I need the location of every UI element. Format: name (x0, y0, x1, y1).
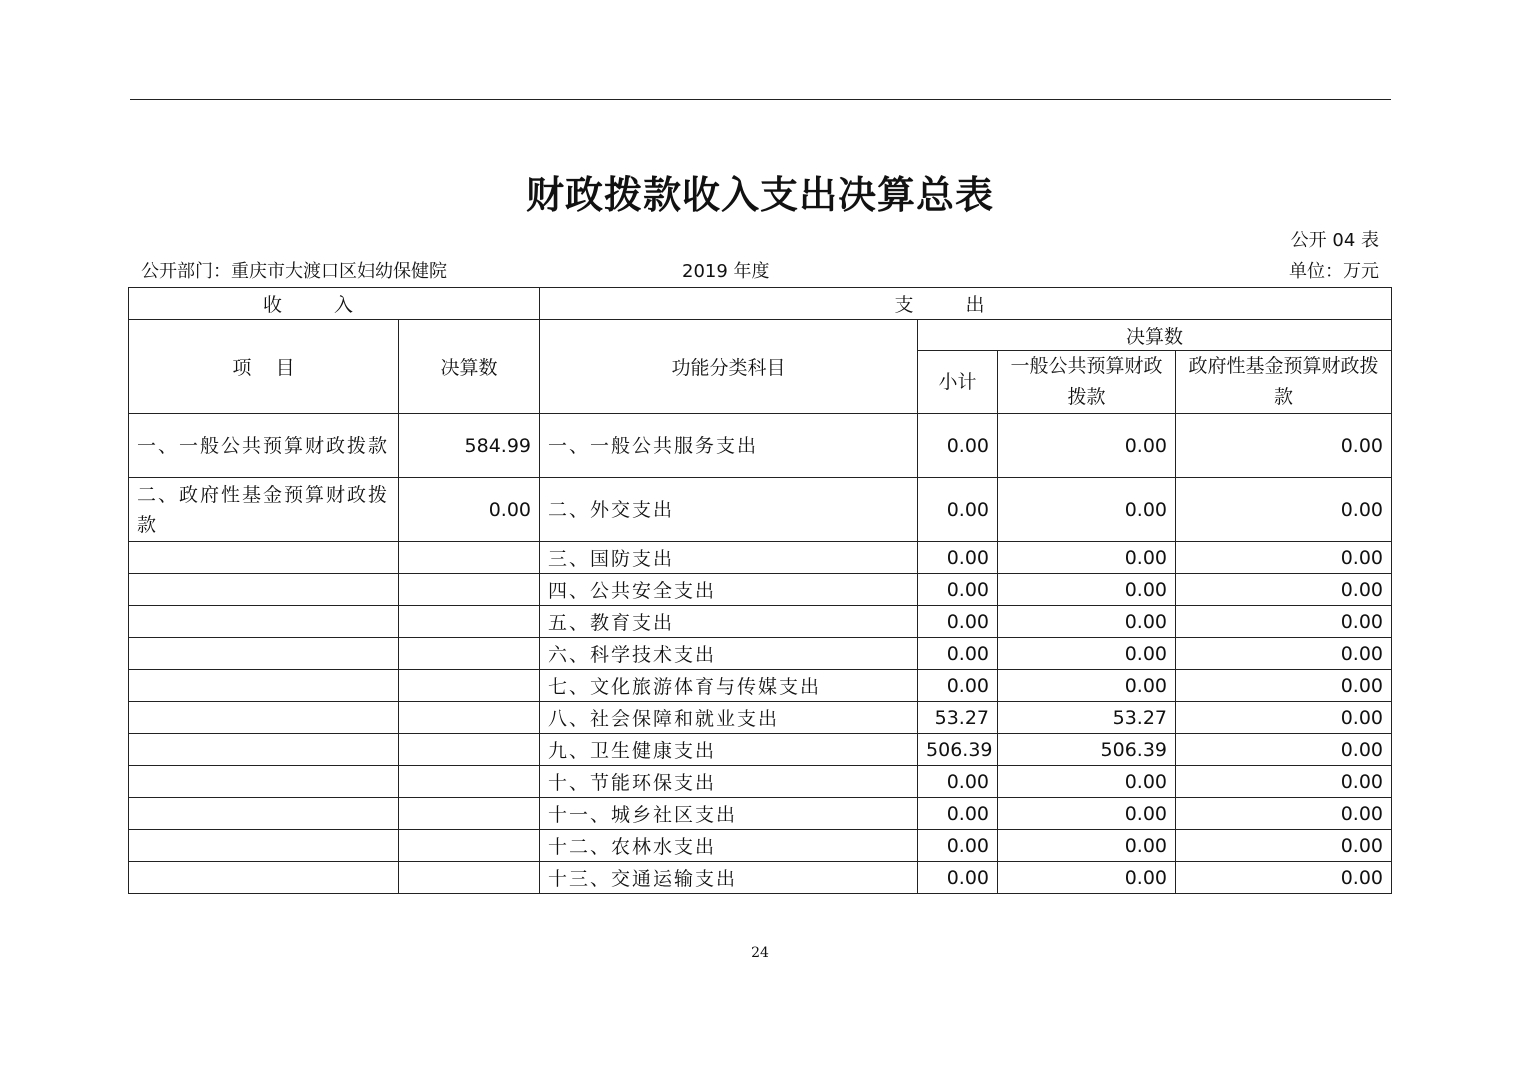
fund-budget-cell: 0.00 (1176, 734, 1392, 766)
function-item-cell: 二、外交支出 (540, 478, 918, 542)
fund-budget-cell: 0.00 (1176, 638, 1392, 670)
function-item-cell: 十三、交通运输支出 (540, 862, 918, 894)
fund-budget-cell: 0.00 (1176, 798, 1392, 830)
fund-budget-cell: 0.00 (1176, 414, 1392, 478)
col-header-amount: 决算数 (399, 320, 540, 414)
table-row (129, 478, 1392, 542)
subtotal-cell: 0.00 (918, 638, 998, 670)
fund-budget-cell: 0.00 (1176, 766, 1392, 798)
income-amount-cell (399, 798, 540, 830)
subtotal-cell: 53.27 (918, 702, 998, 734)
subtotal-cell: 0.00 (918, 574, 998, 606)
subtotal-cell: 0.00 (918, 606, 998, 638)
form-number: 公开 04 表 (1290, 230, 1379, 251)
table-row (129, 798, 1392, 830)
income-item-cell (129, 734, 399, 766)
col-item-text: 项 目 (232, 357, 295, 379)
income-amount-cell (399, 670, 540, 702)
subtotal-cell: 0.00 (918, 830, 998, 862)
function-item-cell: 九、卫生健康支出 (540, 734, 918, 766)
general-budget-cell: 0.00 (998, 670, 1176, 702)
subtotal-cell: 0.00 (918, 670, 998, 702)
table-row (129, 638, 1392, 670)
table-row (129, 606, 1392, 638)
function-item-cell: 八、社会保障和就业支出 (540, 702, 918, 734)
general-budget-cell: 0.00 (998, 830, 1176, 862)
general-budget-cell: 0.00 (998, 574, 1176, 606)
income-item-cell (129, 542, 399, 574)
expense-section-header (540, 288, 1392, 320)
income-item-cell (129, 766, 399, 798)
income-item-cell (129, 798, 399, 830)
fund-budget-cell: 0.00 (1176, 542, 1392, 574)
expense-header-text: 支出 (894, 294, 1037, 316)
table-row (129, 414, 1392, 478)
subtotal-cell: 0.00 (918, 542, 998, 574)
table-row (129, 766, 1392, 798)
income-header-text: 收入 (263, 294, 406, 316)
general-budget-cell: 0.00 (998, 638, 1176, 670)
income-amount-cell (399, 574, 540, 606)
income-amount-cell (399, 702, 540, 734)
subtotal-cell: 0.00 (918, 798, 998, 830)
income-item-cell (129, 670, 399, 702)
table-row (129, 862, 1392, 894)
income-amount-cell (399, 766, 540, 798)
function-item-cell: 七、文化旅游体育与传媒支出 (540, 670, 918, 702)
function-item-cell: 一、一般公共服务支出 (540, 414, 918, 478)
fund-budget-cell: 0.00 (1176, 574, 1392, 606)
income-amount-cell (399, 542, 540, 574)
income-amount-cell: 584.99 (399, 414, 540, 478)
function-item-cell: 十二、农林水支出 (540, 830, 918, 862)
fund-budget-cell: 0.00 (1176, 702, 1392, 734)
fund-budget-cell: 0.00 (1176, 670, 1392, 702)
general-budget-cell: 53.27 (998, 702, 1176, 734)
col-header-final-group: 决算数 (918, 320, 1392, 351)
table-row (129, 830, 1392, 862)
general-budget-cell: 0.00 (998, 414, 1176, 478)
subtotal-cell: 0.00 (918, 414, 998, 478)
department-label: 公开部门：重庆市大渡口区妇幼保健院 (141, 261, 447, 282)
income-amount-cell (399, 734, 540, 766)
general-budget-cell: 506.39 (998, 734, 1176, 766)
col-header-general: 一般公共预算财政拨款 (998, 351, 1176, 414)
fund-budget-cell: 0.00 (1176, 830, 1392, 862)
function-item-cell: 四、公共安全支出 (540, 574, 918, 606)
col-header-subtotal: 小计 (918, 351, 998, 414)
page-title: 财政拨款收入支出决算总表 (525, 172, 994, 217)
fiscal-summary-table (128, 287, 1392, 894)
table-row (129, 702, 1392, 734)
income-item-cell (129, 702, 399, 734)
col-header-item (129, 320, 399, 414)
table-row (129, 734, 1392, 766)
income-amount-cell (399, 638, 540, 670)
fund-budget-cell: 0.00 (1176, 606, 1392, 638)
unit-label: 单位：万元 (1289, 261, 1379, 282)
fund-budget-cell: 0.00 (1176, 862, 1392, 894)
income-amount-cell: 0.00 (399, 478, 540, 542)
function-item-cell: 六、科学技术支出 (540, 638, 918, 670)
general-budget-cell: 0.00 (998, 766, 1176, 798)
general-budget-cell: 0.00 (998, 798, 1176, 830)
income-amount-cell (399, 862, 540, 894)
table-row (129, 542, 1392, 574)
general-budget-cell: 0.00 (998, 542, 1176, 574)
fund-budget-cell: 0.00 (1176, 478, 1392, 542)
page-number: 24 (751, 945, 769, 961)
general-budget-cell: 0.00 (998, 478, 1176, 542)
function-item-cell: 十、节能环保支出 (540, 766, 918, 798)
table-row (129, 574, 1392, 606)
col-header-fund: 政府性基金预算财政拨款 (1176, 351, 1392, 414)
income-item-cell (129, 606, 399, 638)
function-item-cell: 三、国防支出 (540, 542, 918, 574)
income-item-cell: 一、一般公共预算财政拨款 (129, 414, 399, 478)
top-rule (130, 99, 1391, 100)
table-row (129, 670, 1392, 702)
general-budget-cell: 0.00 (998, 606, 1176, 638)
income-item-cell: 二、政府性基金预算财政拨款 (129, 478, 399, 542)
general-budget-cell: 0.00 (998, 862, 1176, 894)
income-item-cell (129, 574, 399, 606)
income-item-cell (129, 638, 399, 670)
subtotal-cell: 506.39 (918, 734, 998, 766)
income-item-cell (129, 830, 399, 862)
fiscal-year: 2019 年度 (682, 261, 770, 282)
subtotal-cell: 0.00 (918, 478, 998, 542)
subtotal-cell: 0.00 (918, 766, 998, 798)
col-header-function: 功能分类科目 (540, 320, 918, 414)
function-item-cell: 五、教育支出 (540, 606, 918, 638)
income-amount-cell (399, 606, 540, 638)
function-item-cell: 十一、城乡社区支出 (540, 798, 918, 830)
subtotal-cell: 0.00 (918, 862, 998, 894)
income-item-cell (129, 862, 399, 894)
income-amount-cell (399, 830, 540, 862)
income-section-header (129, 288, 540, 320)
